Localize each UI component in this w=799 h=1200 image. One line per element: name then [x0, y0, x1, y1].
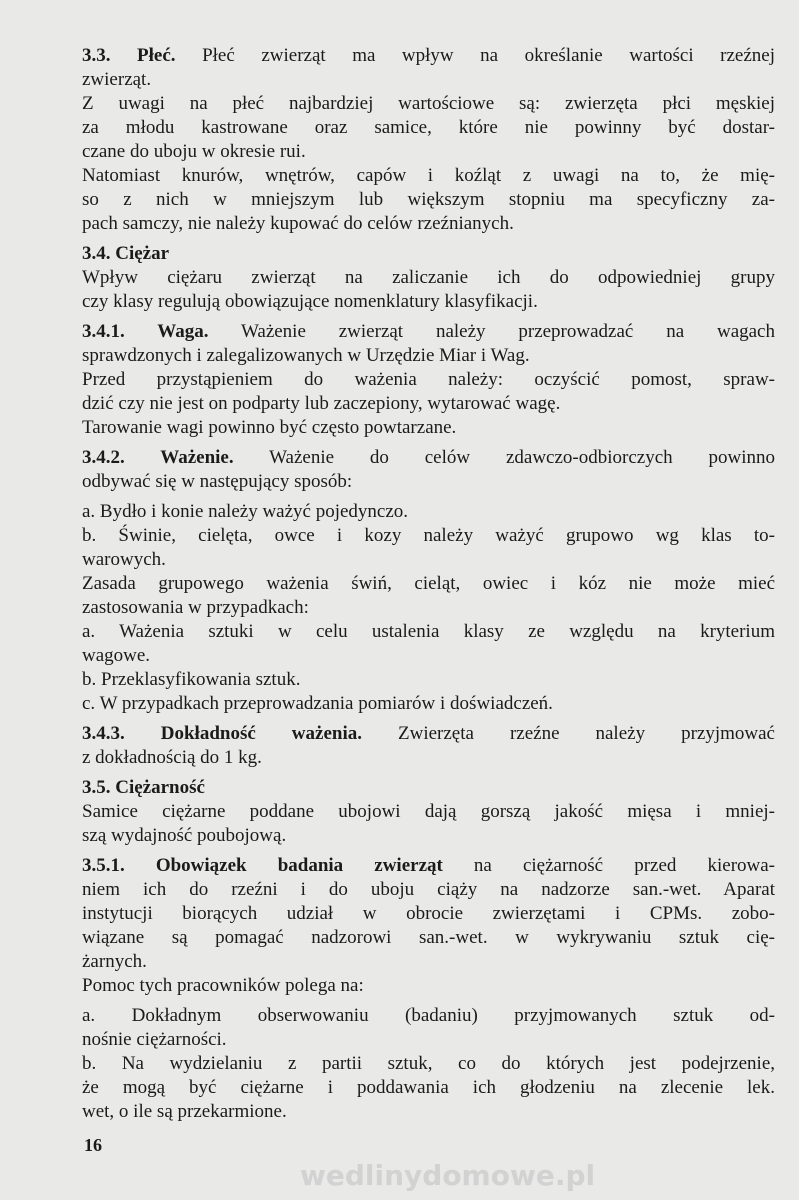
section-heading: 3.4.1. Waga.: [82, 321, 209, 342]
line-text: żarnych.: [82, 951, 147, 972]
line-text: a. Bydło i konie należy ważyć pojedynczo.: [82, 501, 409, 522]
line-text: pach samczy, nie należy kupować do celów rzeźnianych.: [82, 213, 514, 234]
line-text: Płeć zwierząt ma wpływ na określanie wartości rzeźnej: [175, 45, 775, 66]
text-line: [82, 692, 775, 716]
paragraph: [82, 44, 775, 92]
text-line: [82, 1028, 775, 1052]
text-line: [82, 392, 775, 416]
line-text: za młodu kastrowane oraz samice, które nie powinny być dostar-: [82, 117, 775, 138]
line-text: zwierząt.: [82, 69, 152, 90]
paragraph: [82, 692, 775, 716]
paragraph: [82, 974, 775, 998]
paragraph: [82, 500, 775, 524]
line-text: Przed przystąpieniem do ważenia należy: oczyścić pomost, spraw-: [82, 369, 775, 390]
line-text: b. Świnie, cielęta, owce i kozy należy ważyć grupowo wg klas to-: [82, 525, 775, 546]
line-text: czane do uboju w okresie rui.: [82, 141, 306, 162]
text-line: [82, 854, 775, 878]
text-line: [82, 572, 775, 596]
line-text: dzić czy nie jest on podparty lub zaczepiony, wytarować wagę.: [82, 393, 561, 414]
section-block: [82, 320, 775, 440]
line-text: nośnie ciężarności.: [82, 1029, 227, 1050]
section-block: [82, 44, 775, 236]
text-line: [82, 926, 775, 950]
section-heading: 3.5. Ciężarność: [82, 777, 205, 798]
text-line: [82, 668, 775, 692]
text-line: [82, 500, 775, 524]
document-page: [82, 44, 775, 1124]
section-heading: 3.5.1. Obowiązek badania zwierząt: [82, 855, 443, 876]
text-line: [82, 620, 775, 644]
text-line: [82, 950, 775, 974]
text-line: [82, 824, 775, 848]
line-text: zastosowania w przypadkach:: [82, 597, 309, 618]
page-number: 16: [84, 1135, 102, 1155]
line-text: warowych.: [82, 549, 166, 570]
section-block: [82, 722, 775, 770]
text-line: [82, 524, 775, 548]
line-text: Ważenie zwierząt należy przeprowadzać na wagach: [208, 321, 775, 342]
paragraph: [82, 368, 775, 416]
line-text: Tarowanie wagi powinno być często powtarzane.: [82, 417, 457, 438]
paragraph: [82, 416, 775, 440]
paragraph: [82, 776, 775, 800]
paragraph: [82, 572, 775, 620]
section-block: [82, 500, 775, 716]
line-text: czy klasy regulują obowiązujące nomenklatury klasyfikacji.: [82, 291, 538, 312]
text-line: [82, 140, 775, 164]
section-block: [82, 242, 775, 314]
text-line: [82, 746, 775, 770]
paragraph: [82, 668, 775, 692]
line-text: odbywać się w następujący sposób:: [82, 471, 353, 492]
text-line: [82, 116, 775, 140]
text-line: [82, 212, 775, 236]
text-line: [82, 344, 775, 368]
section-block: [82, 854, 775, 998]
text-line: [82, 164, 775, 188]
line-text: wet, o ile są przekarmione.: [82, 1101, 287, 1122]
text-line: [82, 416, 775, 440]
text-line: [82, 1052, 775, 1076]
text-line: [82, 242, 775, 266]
line-text: a. Ważenia sztuki w celu ustalenia klasy ze względu na kryterium: [82, 621, 775, 642]
line-text: z dokładnością do 1 kg.: [82, 747, 262, 768]
text-line: [82, 290, 775, 314]
line-text: instytucji biorących udział w obrocie zwierzętami i CPMs. zobo-: [82, 903, 775, 924]
text-line: [82, 266, 775, 290]
paragraph: [82, 1052, 775, 1124]
section-heading: 3.4.2. Ważenie.: [82, 447, 234, 468]
text-line: [82, 644, 775, 668]
text-line: [82, 1004, 775, 1028]
line-text: sprawdzonych i zalegalizowanych w Urzędzie Miar i Wag.: [82, 345, 530, 366]
line-text: Zasada grupowego ważenia świń, cieląt, owiec i kóz nie może mieć: [82, 573, 775, 594]
line-text: Samice ciężarne poddane ubojowi dają gorszą jakość mięsa i mniej-: [82, 801, 775, 822]
line-text: wiązane są pomagać nadzorowi san.-wet. w wykrywaniu sztuk cię-: [82, 927, 775, 948]
section-block: [82, 776, 775, 848]
line-text: so z nich w mniejszym lub większym stopniu ma specyficzny za-: [82, 189, 775, 210]
line-text: Pomoc tych pracowników polega na:: [82, 975, 364, 996]
paragraph: [82, 722, 775, 770]
paragraph: [82, 92, 775, 164]
text-line: [82, 92, 775, 116]
line-text: szą wydajność poubojową.: [82, 825, 287, 846]
line-text: Ważenie do celów zdawczo-odbiorczych powinno: [233, 447, 775, 468]
text-line: [82, 470, 775, 494]
text-line: [82, 548, 775, 572]
section-heading: 3.3. Płeć.: [82, 45, 176, 66]
text-line: [82, 596, 775, 620]
paragraph: [82, 446, 775, 494]
line-text: Z uwagi na płeć najbardziej wartościowe są: zwierzęta płci męskiej: [82, 93, 775, 114]
line-text: Natomiast knurów, wnętrów, capów i koźląt z uwagi na to, że mię-: [82, 165, 775, 186]
paragraph: [82, 266, 775, 314]
text-line: [82, 878, 775, 902]
section-heading: 3.4.3. Dokładność ważenia.: [82, 723, 362, 744]
paragraph: [82, 854, 775, 974]
line-text: Zwierzęta rzeźne należy przyjmować: [361, 723, 775, 744]
paragraph: [82, 242, 775, 266]
line-text: Wpływ ciężaru zwierząt na zaliczanie ich do odpowiedniej grupy: [82, 267, 775, 288]
paragraph: [82, 320, 775, 368]
text-line: [82, 44, 775, 68]
line-text: wagowe.: [82, 645, 151, 666]
text-line: [82, 188, 775, 212]
line-text: na ciężarność przed kierowa-: [442, 855, 776, 876]
text-line: [82, 1100, 775, 1124]
text-line: [82, 974, 775, 998]
line-text: a. Dokładnym obserwowaniu (badaniu) przyjmowanych sztuk od-: [82, 1005, 775, 1026]
text-line: [82, 776, 775, 800]
paragraph: [82, 524, 775, 572]
paragraph: [82, 800, 775, 848]
line-text: że mogą być ciężarne i poddawania ich głodzeniu na zlecenie lek.: [82, 1077, 775, 1098]
line-text: b. Na wydzielaniu z partii sztuk, co do których jest podejrzenie,: [82, 1053, 775, 1074]
text-line: [82, 446, 775, 470]
line-text: c. W przypadkach przeprowadzania pomiarów i doświadczeń.: [82, 693, 553, 714]
section-heading: 3.4. Ciężar: [82, 243, 170, 264]
paragraph: [82, 164, 775, 236]
watermark: wedlinydomowe.pl: [300, 1159, 596, 1192]
text-line: [82, 722, 775, 746]
section-block: [82, 446, 775, 494]
paragraph: [82, 620, 775, 668]
line-text: niem ich do rzeźni i do uboju ciąży na nadzorze san.-wet. Aparat: [82, 879, 775, 900]
paragraph: [82, 1004, 775, 1052]
line-text: b. Przeklasyfikowania sztuk.: [82, 669, 301, 690]
text-line: [82, 320, 775, 344]
text-line: [82, 368, 775, 392]
text-line: [82, 902, 775, 926]
text-line: [82, 68, 775, 92]
text-line: [82, 1076, 775, 1100]
text-line: [82, 800, 775, 824]
section-block: [82, 1004, 775, 1124]
